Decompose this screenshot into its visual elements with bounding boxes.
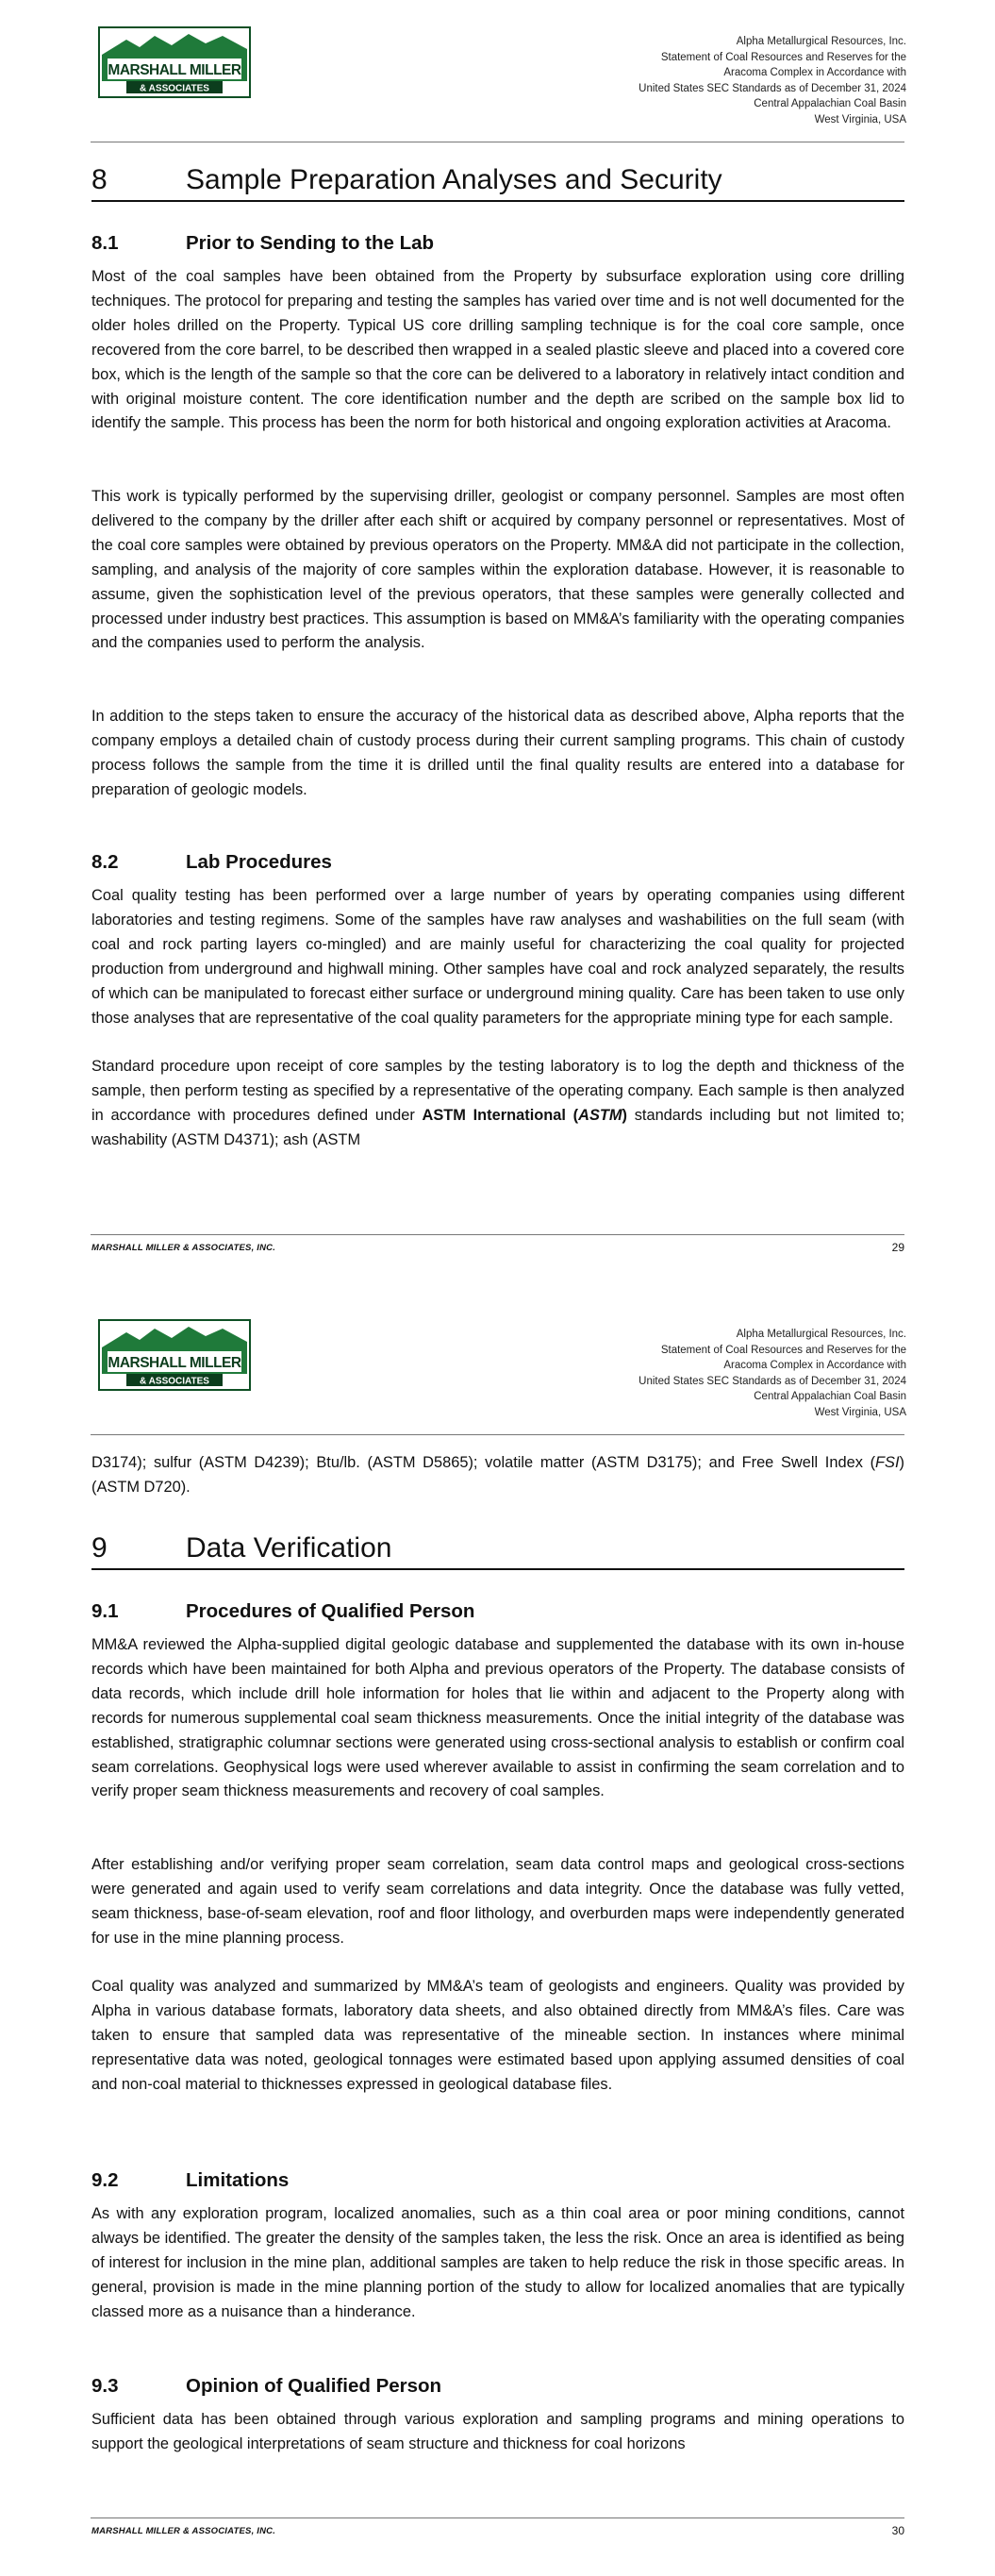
paragraph: This work is typically performed by the supervising driller, geologist or company personnel. Samples are most often delivered to the company by the driller after each shift or acquired by company personnel or representatives. Most of the coal core samples were obtained by previous operators on the Property. MM&A did not participate in the collection, sampling, and analysis of the majority of core samples within the exploration database. However, it is reasonable to assume, given the sophistication level of the previous operators, that these samples were generally collected and processed under industry best practices. This assumption is based on MM&A’s familiarity with the operating companies and the companies used to perform the analysis. bbox=[91, 488, 904, 652]
page-number: 29 bbox=[891, 1241, 904, 1254]
report-header-info bbox=[638, 1327, 906, 1420]
report-header-info bbox=[638, 34, 906, 127]
section-title: Sample Preparation Analyses and Security bbox=[186, 164, 722, 195]
text-run: ) (ASTM D720). bbox=[91, 1454, 904, 1496]
subsection-number: 8.1 bbox=[91, 232, 119, 254]
paragraph: Coal quality was analyzed and summarized by MM&A’s team of geologists and engineers. Quality was provided by Alpha in various database formats, laboratory data sheets, and also obtained directly from MM&A’s files. Care was taken to ensure that sampled data was representative of the mineable section. In instances where minimal representative data was noted, geological tonnages were estimated based upon applying assumed densities of coal and non-coal material to thicknesses expressed in geological database files. bbox=[91, 1978, 904, 2093]
section-title: Data Verification bbox=[186, 1532, 392, 1564]
header-line: Aracoma Complex in Accordance with bbox=[723, 1360, 906, 1371]
subsection-number: 9.1 bbox=[91, 1600, 119, 1622]
header-line: United States SEC Standards as of December 31, 2024 bbox=[638, 82, 906, 94]
header-line: West Virginia, USA bbox=[814, 113, 906, 125]
subsection-title: Lab Procedures bbox=[186, 851, 332, 873]
text-run-bold-italic: ASTM bbox=[578, 1106, 622, 1124]
section-heading-8 bbox=[91, 162, 904, 202]
subsection-title: Procedures of Qualified Person bbox=[186, 1600, 475, 1622]
company-logo bbox=[98, 1319, 251, 1391]
header-company: Alpha Metallurgical Resources, Inc. bbox=[736, 1329, 906, 1340]
logo-text-main: MARSHALL MILLER bbox=[108, 62, 241, 78]
paragraph: In addition to the steps taken to ensure the accuracy of the historical data as described above, Alpha reports that the company employs a detailed chain of custody process during their current sampling programs. This chain of custody process follows the sample from the time it is drilled until the final quality results are entered into a database for preparation of geologic models. bbox=[91, 708, 904, 798]
logo-text-main: MARSHALL MILLER bbox=[108, 1355, 241, 1371]
header-divider bbox=[91, 1434, 904, 1435]
subsection-title: Limitations bbox=[186, 2169, 290, 2191]
section-number: 9 bbox=[91, 1532, 108, 1564]
subsection-number: 9.2 bbox=[91, 2169, 119, 2191]
paragraph: MM&A reviewed the Alpha-supplied digital geologic database and supplemented the database with its own in-house records which have been maintained for both Alpha and previous operators of the Property. The database consists of data records, which include drill hole information for holes that lie within and adjacent to the Property along with records for numerous supplemental coal seam thickness measurements. Once the initial integrity of the database was established, stratigraphic columnar sections were generated using cross-sectional analysis to establish or confirm coal seam correlations. Geophysical logs were used wherever available to assist in confirming the seam correlation and to verify proper seam thickness measurements and recovery of coal samples. bbox=[91, 1636, 904, 1800]
subsection-title: Opinion of Qualified Person bbox=[186, 2375, 442, 2397]
footer-company-name: MARSHALL MILLER & ASSOCIATES, INC. bbox=[91, 1243, 276, 1253]
paragraph-lab-procedure bbox=[91, 1055, 904, 1153]
subsection-number: 8.2 bbox=[91, 851, 119, 873]
header-company: Alpha Metallurgical Resources, Inc. bbox=[736, 36, 906, 47]
header-line: West Virginia, USA bbox=[814, 1406, 906, 1418]
paragraph: Most of the coal samples have been obtained from the Property by subsurface exploration using core drilling techniques. The protocol for preparing and testing the samples has varied over time and is not well documented for the older holes drilled on the Property. Typical US core drilling sampling technique is for the coal core sample, once recovered from the core barrel, to be described then wrapped in a sealed plastic sleeve and placed into a covered core box, which is the length of the sample so that the core can be delivered to a laboratory in relatively intact condition and with original moisture content. The core identification number and the depth are scribed on the sample box lid to identify the sample. This process has been the norm for both historical and ongoing exploration activities at Aracoma. bbox=[91, 268, 904, 432]
company-logo bbox=[98, 26, 251, 98]
paragraph: After establishing and/or verifying proper seam correlation, seam data control maps and geological cross-sections were generated and again used to verify seam correlations and data integrity. Once the database was fully vetted, seam thickness, base-of-seam elevation, roof and floor lithology, and overburden maps were independently generated for use in the mine planning process. bbox=[91, 1856, 904, 1947]
footer-divider bbox=[91, 2517, 904, 2518]
header-line: Central Appalachian Coal Basin bbox=[754, 98, 906, 109]
header-line: United States SEC Standards as of December 31, 2024 bbox=[638, 1375, 906, 1387]
header-line: Statement of Coal Resources and Reserves for the bbox=[660, 1344, 906, 1356]
logo-text-sub: & ASSOCIATES bbox=[140, 83, 209, 94]
text-run-bold: ASTM International ( bbox=[422, 1106, 579, 1124]
logo-text-sub: & ASSOCIATES bbox=[140, 1376, 209, 1387]
footer-divider bbox=[91, 1234, 904, 1235]
paragraph-continued bbox=[91, 1451, 904, 1500]
paragraph: As with any exploration program, localized anomalies, such as a thin coal area or poor mining conditions, cannot always be identified. The greater the density of the samples taken, the less the risk. Once an area is identified as being of interest for inclusion in the mine plan, additional samples are taken to help reduce the risk in those specific areas. In general, provision is made in the mine planning portion of the study to allow for localized anomalies that are typically classed more as a nuisance than a hinderance. bbox=[91, 2205, 904, 2320]
paragraph: Coal quality testing has been performed over a large number of years by operating companies using different laboratories and testing regimens. Some of the samples have raw analyses and washabilities on the full seam (with coal and rock parting layers co-mingled) and are mainly useful for characterizing the coal quality for projected production from underground and highwall mining. Other samples have coal and rock analyzed separately, the results of which can be manipulated to forecast either surface or underground mining quality. Care has been taken to use only those analyses that are representative of the coal quality parameters for the appropriate mining type for each sample. bbox=[91, 887, 904, 1027]
page-30 bbox=[0, 1293, 995, 2576]
section-number: 8 bbox=[91, 164, 108, 195]
header-line: Statement of Coal Resources and Reserves for the bbox=[660, 51, 906, 63]
subsection-number: 9.3 bbox=[91, 2375, 119, 2397]
header-line: Aracoma Complex in Accordance with bbox=[723, 67, 906, 78]
text-run: standards including but not limited to; washability (ASTM D4371); ash (ASTM bbox=[91, 1106, 904, 1148]
text-run: D3174); sulfur (ASTM D4239); Btu/lb. (ASTM D5865); volatile matter (ASTM D3175); and Free Swell Index ( bbox=[91, 1454, 876, 1471]
header-line: Central Appalachian Coal Basin bbox=[754, 1391, 906, 1402]
footer-company-name: MARSHALL MILLER & ASSOCIATES, INC. bbox=[91, 2526, 276, 2536]
section-heading-9 bbox=[91, 1531, 904, 1570]
text-run: Standard procedure upon receipt of core samples by the testing laboratory is to log the depth and thickness of the sample, then perform testing as specified by a representative of the operating company. Each sample is then analyzed in accordance with procedures defined under bbox=[91, 1058, 904, 1124]
subsection-title: Prior to Sending to the Lab bbox=[186, 232, 435, 254]
paragraph: Sufficient data has been obtained through various exploration and sampling programs and mining operations to support the geological interpretations of seam structure and thickness for coal horizons bbox=[91, 2411, 904, 2452]
text-run-bold: ) bbox=[622, 1106, 628, 1124]
page-number: 30 bbox=[891, 2524, 904, 2537]
text-run-italic: FSI bbox=[875, 1454, 900, 1471]
